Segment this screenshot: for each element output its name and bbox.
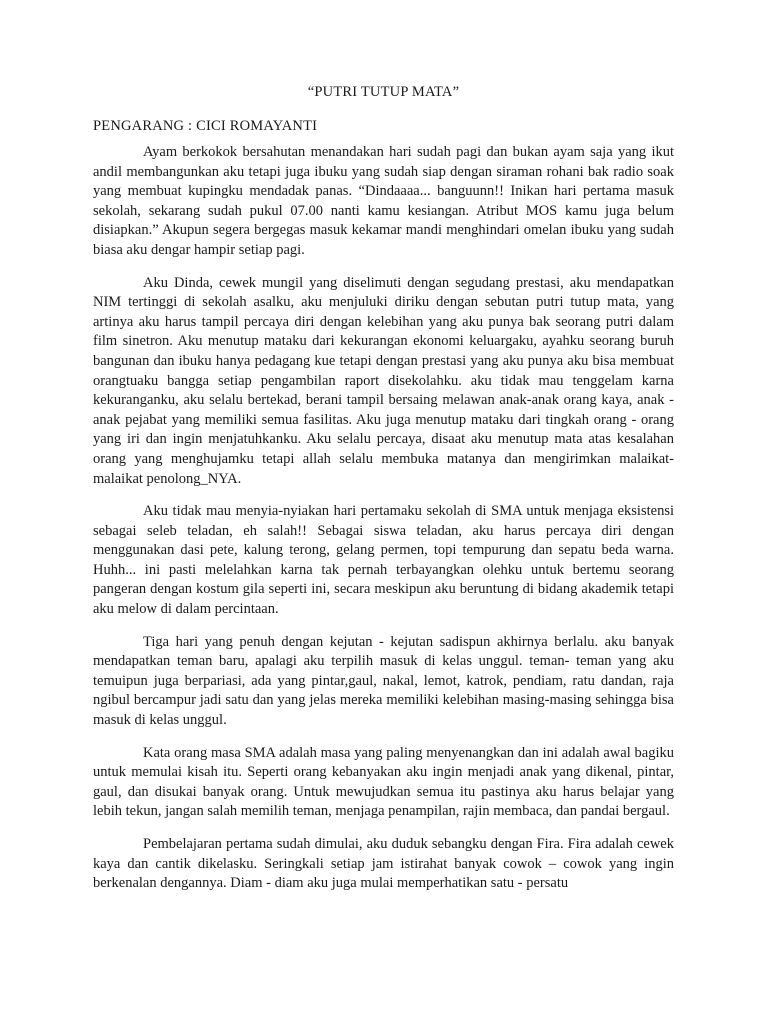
paragraph-1: Ayam berkokok bersahutan menandakan hari sudah pagi dan bukan ayam saja yang ikut andil membangunkan aku tetapi juga ibuku yang sudah siap dengan siraman rohani bak radio soak yang membuat kupingku mendadak panas. “Dindaaaa... banguunn!! Inikan hari pertama masuk sekolah, sekarang sudah pukul 07.00 nanti kamu kesiangan. Atribut MOS kamu juga belum disiapkan.” Akupun segera bergegas masuk kekamar mandi menghindari omelan ibuku yang sudah biasa aku dengar hampir setiap pagi. (93, 144, 674, 258)
paragraph-4: Tiga hari yang penuh dengan kejutan - kejutan sadispun akhirnya berlalu. aku banyak mendapatkan teman baru, apalagi aku terpilih masuk di kelas unggul. teman- teman yang aku temuipun juga berpariasi, ada yang pintar,gaul, nakal, lemot, katrok, pendiam, ratu dandan, raja ngibul bercampur jadi satu dan yang jelas mereka memiliki kelebihan masing-masing sehingga bisa masuk di kelas unggul. (93, 633, 674, 729)
paragraph-5: Kata orang masa SMA adalah masa yang paling menyenangkan dan ini adalah awal bagiku untuk memulai kisah itu. Seperti orang kebanyakan aku ingin menjadi anak yang dikenal, pintar, gaul, dan disukai banyak orang. Untuk mewujudkan semua itu pastinya aku harus belajar yang lebih tekun, jangan salah memilih teman, menjaga penampilan, rajin membaca, dan pandai bergaul. (93, 744, 674, 820)
document-page (93, 82, 674, 907)
paragraph-2: Aku Dinda, cewek mungil yang diselimuti dengan segudang prestasi, aku mendapatkan NIM tertinggi di sekolah asalku, aku menjuluki diriku dengan sebutan putri tutup mata, yang artinya aku harus tampil percaya diri dengan kelebihan yang aku punya bak seorang putri dalam film sinetron. Aku menutup mataku dari kekurangan ekonomi keluargaku, ayahku seorang buruh bangunan dan ibuku hanya pedagang kue tetapi dengan prestasi yang aku punya aku bisa membuat orangtuaku bangga setiap pengambilan raport disekolahku. aku tidak mau tenggelam karna kekuranganku, aku selalu bertekad, berani tampil bersaing melawan anak-anak orang kaya, anak - anak pejabat yang memiliki semua fasilitas. Aku juga menutup mataku dari tingkah orang - orang yang iri dan ingin menjatuhkanku. Aku selalu percaya, disaat aku menutup mata atas kesalahan orang yang menghujamku tetapi allah selalu membuka matanya dan mengirimkan malaikat-malaikat penolong_NYA. (93, 274, 674, 487)
paragraph-3: Aku tidak mau menyia-nyiakan hari pertamaku sekolah di SMA untuk menjaga eksistensi sebagai seleb teladan, eh salah!! Sebagai siswa teladan, aku harus percaya diri dengan menggunakan dasi pete, kalung terong, gelang permen, topi tempurung dan sepatu beda warna. Huhh... ini pasti melelahkan karna tak pernah terbayangkan olehku untuk bertemu seorang pangeran dengan kostum gila seperti ini, secara meskipun aku beruntung di bidang akademik tetapi aku melow di dalam percintaan. (93, 503, 674, 618)
story-title: “PUTRI TUTUP MATA” (307, 84, 460, 100)
author-line: PENGARANG : CICI ROMAYANTI (93, 118, 318, 134)
paragraph-6: Pembelajaran pertama sudah dimulai, aku duduk sebangku dengan Fira. Fira adalah cewek kaya dan cantik dikelasku. Seringkali setiap jam istirahat banyak cowok – cowok yang ingin berkenalan dengannya. Diam - diam aku juga mulai memperhatikan satu - persatu (93, 836, 674, 892)
